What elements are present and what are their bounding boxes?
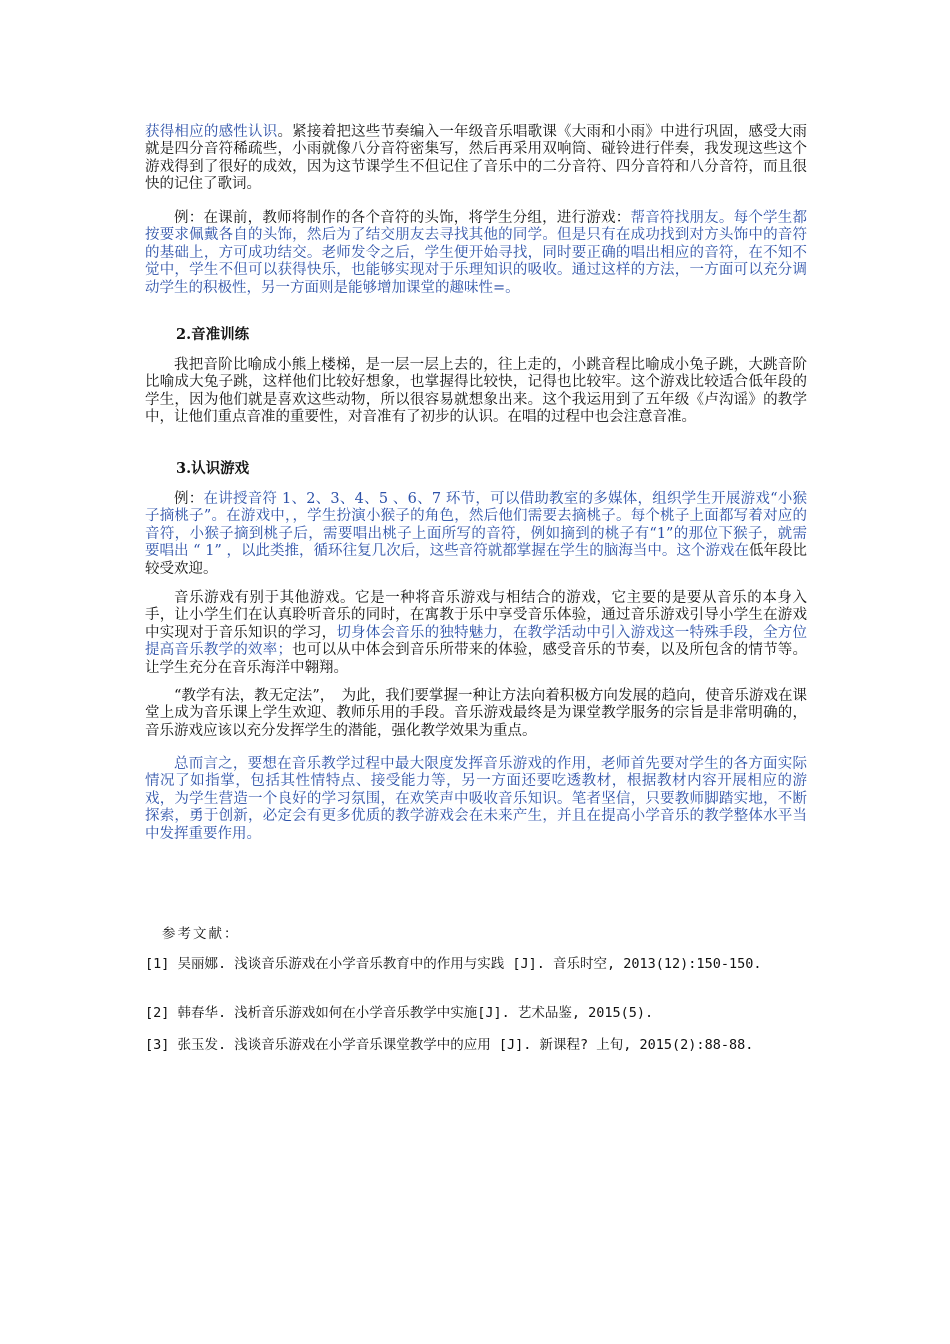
reference-item-2: [2] 韩春华. 浅析音乐游戏如何在小学音乐教学中实施[J]. 艺术品鉴, 2015(5).	[145, 1005, 654, 1021]
body-text: 例：	[174, 491, 204, 507]
highlighted-text: 切身体会音乐的独特魅力，在教学活动中引入游戏这一特殊手段，全方位提高音乐教学的效率；	[145, 624, 808, 659]
body-text: 。紧接着把这些节奏编入一年级音乐唱歌课《大雨和小雨》中进行巩固，感受大雨就是四分音符稀疏些，小雨就像八分音符密集写，然后再采用双响筒、碰铃进行伴奏，我发现这些这个游戏得到了很好的成效，因为这节课学生不但记住了音乐中的二分音符、四分音符和八分音符，而且很快的记住了歌词。	[145, 124, 808, 193]
highlighted-text: 帮音符找朋友。每个学生都按要求佩戴各自的头饰，然后为了结交朋友去寻找其他的同学。但是只有在成功找到对方头饰中的音符的基础上，方可成功结交。老师发令之后，学生便开始寻找，同时要正确的唱出相应的音符，在不知不觉中，学生不但可以获得快乐，也能够实现对于乐理知识的吸收。通过这样的方法，一方面可以充分调动学生的积极性，另一方面则是能够增加课堂的趣味性=。	[145, 210, 808, 296]
references-title: 参考文献：	[162, 926, 240, 942]
reference-item-1: [1] 吴丽娜. 浅谈音乐游戏在小学音乐教育中的作用与实践 [J]. 音乐时空, 2013(12):150-150.	[145, 956, 762, 972]
paragraph-teaching-method: “教学有法，教无定法”， 为此，我们要掌握一种让方法向着积极方向发展的趋向，使音乐游戏在课堂上成为音乐课上学生欢迎、教师乐用的手段。音乐游戏最终是为课堂教学服务的宗旨是非常明确的，音乐游戏应该以充分发挥学生的潜能，强化教学效果为重点。	[145, 688, 807, 739]
paragraph-music-games-difference	[145, 590, 807, 677]
body-text: 音乐游戏有别于其他游戏。它是一种将音乐游戏与相结合的游戏，它主要的是要从音乐的本身入手，让小学生们在认真聆听音乐的同时，在寓教于乐中享受音乐体验，通过音乐游戏引导小学生在游戏中实现对于音乐知识的学习，	[145, 590, 807, 641]
highlighted-text: 获得相应的感性认识	[145, 124, 278, 140]
reference-item-3: [3] 张玉发. 浅谈音乐游戏在小学音乐课堂教学中的应用 [J]. 新课程? 上旬, 2015(2):88-88.	[145, 1037, 754, 1053]
paragraph-pitch-training: 我把音阶比喻成小熊上楼梯，是一层一层上去的，往上走的，小跳音程比喻成小兔子跳，大跳音阶比喻成大兔子跳，这样他们比较好想象，也掌握得比较快，记得也比较牢。这个游戏比较适合低年段的学生，因为他们就是喜欢这些动物，所以很容易就想象出来。这个我运用到了五年级《卢沟谣》的教学中，让他们重点音准的重要性，对音准有了初步的认识。在唱的过程中也会注意音准。	[145, 357, 807, 426]
paragraph-rhythm-practice	[145, 124, 807, 194]
body-text: 也可以从中体会到音乐所带来的体验，感受音乐的节奏，以及所包含的情节等。让学生充分在音乐海洋中翱翔。	[145, 642, 808, 676]
body-text: 例：在课前，教师将制作的各个音符的头饰，将学生分组，进行游戏：	[174, 210, 631, 226]
body-text: 低年段比较受欢迎。	[145, 543, 808, 577]
section-heading-recognition-game: 3.认识游戏	[176, 460, 250, 477]
paragraph-note-friends-game	[145, 210, 807, 297]
section-heading-pitch-training: 2.音准训练	[176, 326, 250, 343]
paragraph-conclusion: 总而言之，要想在音乐教学过程中最大限度发挥音乐游戏的作用，老师首先要对学生的各方面实际情况了如指掌，包括其性情特点、接受能力等，另一方面还要吃透教材，根据教材内容开展相应的游戏，为学生营造一个良好的学习氛围，在欢笑声中吸收音乐知识。笔者坚信，只要教师脚踏实地，不断探索，勇于创新，必定会有更多优质的教学游戏会在未来产生，并且在提高小学音乐的教学整体水平当中发挥重要作用。	[145, 756, 807, 842]
paragraph-monkey-peach-game	[145, 491, 807, 578]
highlighted-text: 在讲授音符 1、2、3、4、5 、6、7 环节，可以借助教室的多媒体，组织学生开展游戏“小猴子摘桃子”。在游戏中，，学生扮演小猴子的角色，然后他们需要去摘桃子。每个桃子上面都写着对应的音符，小猴子摘到桃子后，需要唱出桃子上面所写的音符，例如摘到的桃子有“1”的那位下猴子，就需要唱出 “ 1” ，以此类推，循环往复几次后，这些音符就都掌握在学生的脑海当中。这个游戏在	[145, 491, 807, 560]
